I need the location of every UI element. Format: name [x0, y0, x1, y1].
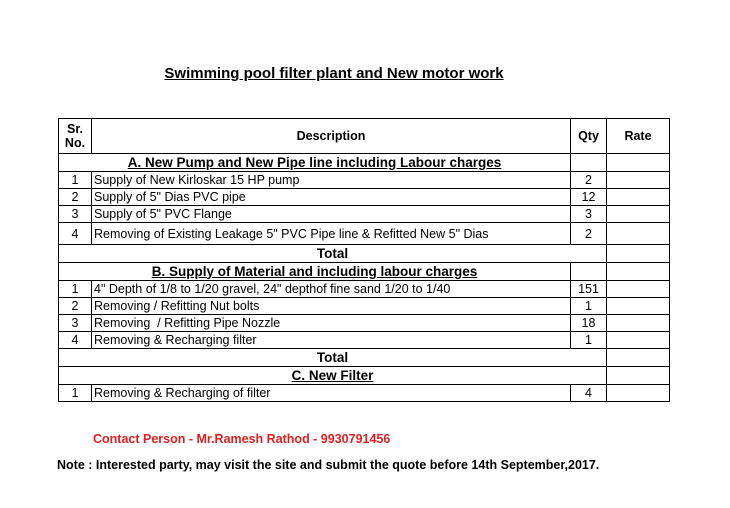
qty-cell: 18 — [571, 315, 607, 332]
rate-cell — [607, 332, 670, 349]
table-row — [59, 281, 670, 298]
section-c-heading-row — [59, 367, 670, 385]
rate-cell — [607, 385, 670, 402]
rate-cell — [607, 298, 670, 315]
document-title: Swimming pool filter plant and New motor work — [164, 65, 504, 82]
total-rate-cell — [607, 245, 670, 263]
qty-cell: 1 — [571, 332, 607, 349]
description-cell: Removing & Recharging of filter — [92, 385, 571, 402]
description-cell: 4" Depth of 1/8 to 1/20 gravel, 24" depthof fine sand 1/20 to 1/40 — [92, 281, 571, 298]
rate-cell — [607, 315, 670, 332]
sr-cell: 1 — [59, 172, 92, 189]
header-sr-no: Sr. No. — [59, 119, 92, 154]
table-header-row — [59, 119, 670, 154]
rate-cell — [607, 189, 670, 206]
total-row — [59, 245, 670, 263]
qty-cell: 1 — [571, 298, 607, 315]
rate-cell — [607, 281, 670, 298]
table-row — [59, 332, 670, 349]
total-rate-cell — [607, 349, 670, 367]
table-row — [59, 315, 670, 332]
table-row — [59, 206, 670, 223]
description-cell: Supply of 5" Dias PVC pipe — [92, 189, 571, 206]
sr-cell: 4 — [59, 223, 92, 245]
table-row — [59, 223, 670, 245]
description-cell: Removing / Refitting Nut bolts — [92, 298, 571, 315]
rate-cell — [607, 206, 670, 223]
table-row — [59, 172, 670, 189]
qty-cell: 2 — [571, 223, 607, 245]
description-cell: Removing & Recharging filter — [92, 332, 571, 349]
qty-cell: 4 — [571, 385, 607, 402]
description-cell: Removing of Existing Leakage 5" PVC Pipe line & Refitted New 5" Dias — [92, 223, 571, 245]
rate-cell — [607, 223, 670, 245]
description-cell: Supply of 5" PVC Flange — [92, 206, 571, 223]
section-heading: B. Supply of Material and including labour charges — [59, 263, 571, 281]
qty-cell: 2 — [571, 172, 607, 189]
section-heading: A. New Pump and New Pipe line including Labour charges — [59, 154, 571, 172]
contact-person: Contact Person - Mr.Ramesh Rathod - 9930791456 — [93, 432, 391, 446]
quotation-table — [58, 118, 670, 402]
note-text: Note : Interested party, may visit the site and submit the quote before 14th September,2017. — [57, 458, 600, 472]
qty-cell: 3 — [571, 206, 607, 223]
table-row — [59, 298, 670, 315]
header-rate: Rate — [607, 119, 670, 154]
header-qty: Qty — [571, 119, 607, 154]
total-label: Total — [59, 245, 607, 263]
sr-cell: 2 — [59, 298, 92, 315]
section-a-heading-row — [59, 154, 670, 172]
total-label: Total — [59, 349, 607, 367]
table-row — [59, 189, 670, 206]
description-cell: Supply of New Kirloskar 15 HP pump — [92, 172, 571, 189]
sr-cell: 3 — [59, 206, 92, 223]
header-description: Description — [92, 119, 571, 154]
sr-cell: 2 — [59, 189, 92, 206]
section-b-heading-row — [59, 263, 670, 281]
sr-cell: 4 — [59, 332, 92, 349]
section-heading: C. New Filter — [59, 367, 607, 385]
qty-cell: 151 — [571, 281, 607, 298]
total-row — [59, 349, 670, 367]
rate-cell — [607, 172, 670, 189]
sr-cell: 1 — [59, 281, 92, 298]
sr-cell: 3 — [59, 315, 92, 332]
sr-cell: 1 — [59, 385, 92, 402]
table-row — [59, 385, 670, 402]
description-cell: Removing / Refitting Pipe Nozzle — [92, 315, 571, 332]
qty-cell: 12 — [571, 189, 607, 206]
